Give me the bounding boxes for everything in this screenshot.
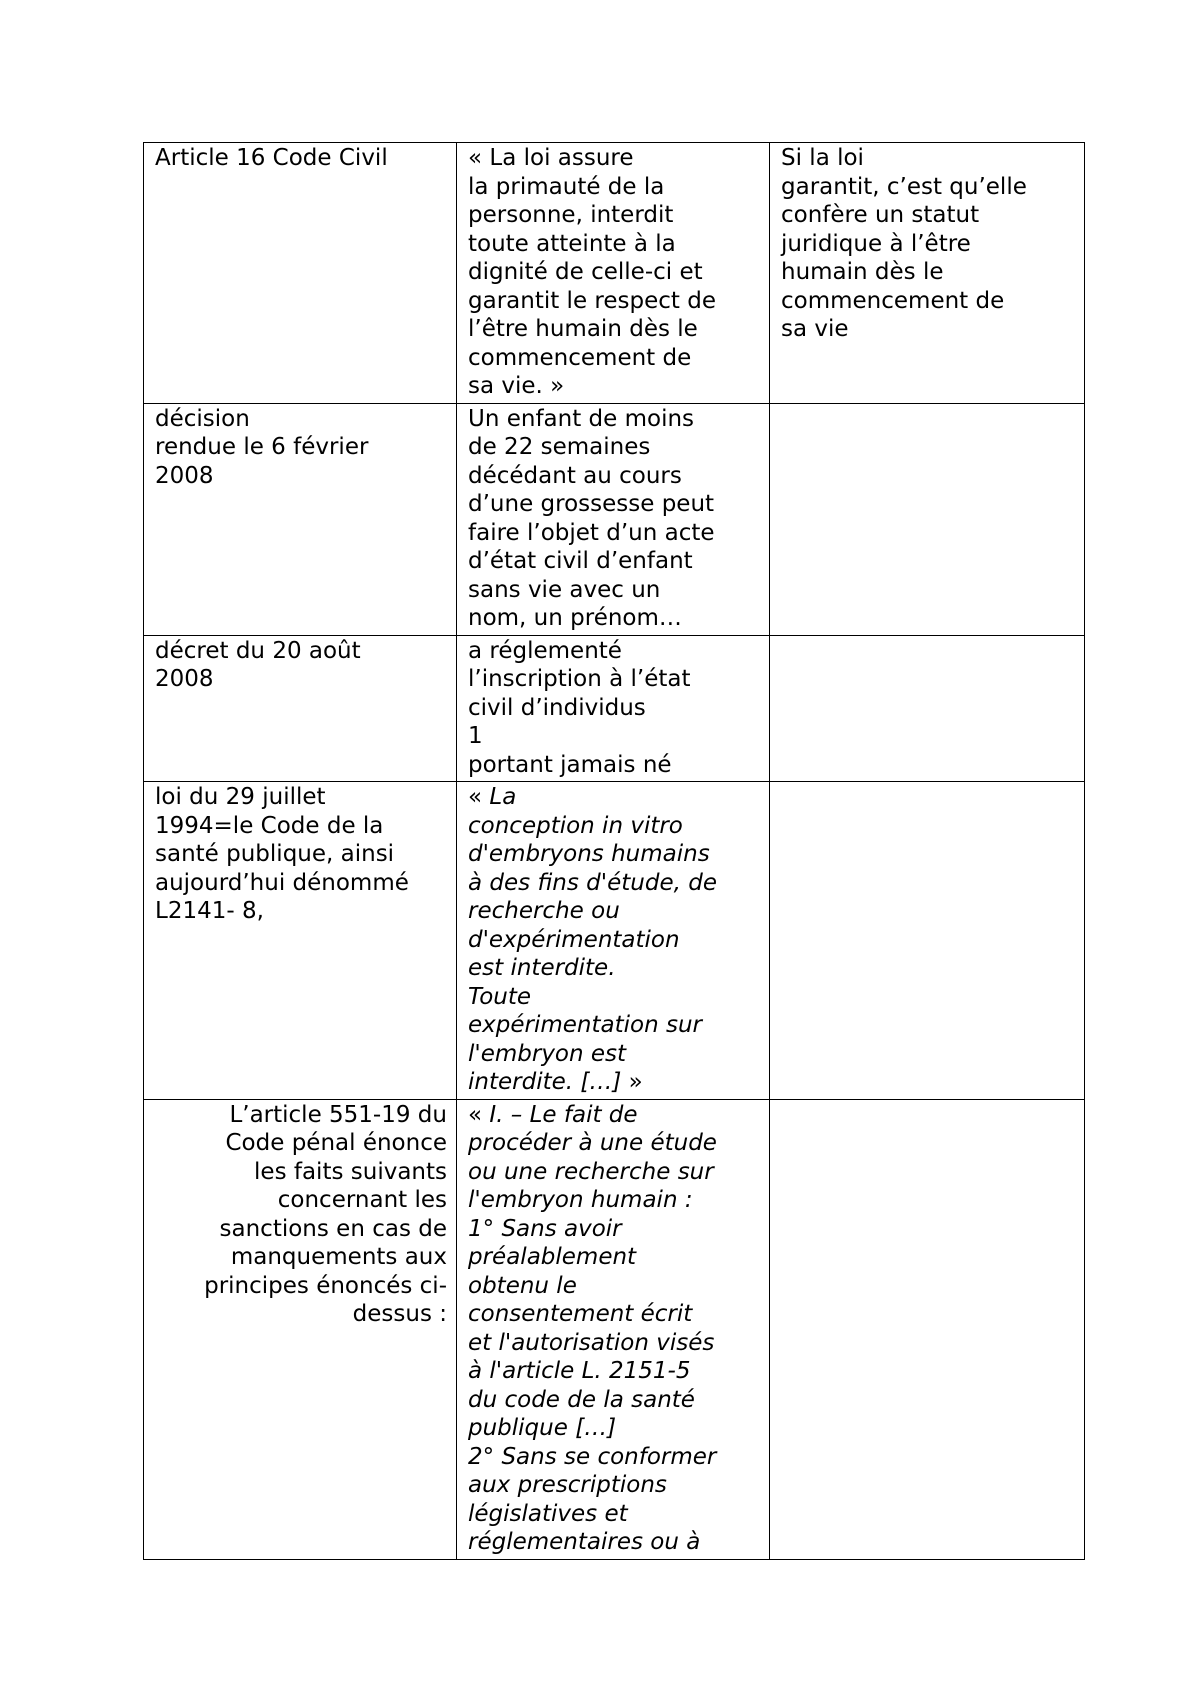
legal-references-table [143,142,1085,1560]
table-cell-source: L’article 551-19 du Code pénal énonce les faits suivants concernant les sanctions en cas de manquements aux principes énoncés ci- dessus : [144,1099,457,1559]
table-cell-comment: Si la loi garantit, c’est qu’elle confère un statut juridique à l’être humain dès le commencement de sa vie [770,143,1085,404]
table-cell-comment-empty [770,635,1085,782]
table-cell-source: décret du 20 août 2008 [144,635,457,782]
table-row [144,403,1085,635]
table-cell-text: a réglementé l’inscription à l’état civil d’individus 1 portant jamais né [457,635,770,782]
table-cell-comment-empty [770,782,1085,1100]
table-cell-source: Article 16 Code Civil [144,143,457,404]
table-row [144,143,1085,404]
table-cell-text: « La conception in vitro d'embryons humains à des fins d'étude, de recherche ou d'expérimentation est interdite. Toute expérimentation sur l'embryon est interdite. […] » [457,782,770,1100]
table-cell-source: décision rendue le 6 février 2008 [144,403,457,635]
table-cell-source: loi du 29 juillet 1994=le Code de la santé publique, ainsi aujourd’hui dénommé L2141- 8, [144,782,457,1100]
table-row [144,1099,1085,1559]
table-cell-text: « I. – Le fait de procéder à une étude ou une recherche sur l'embryon humain : 1° Sans avoir préalablement obtenu le consentement écrit et l'autorisation visés à l'article L. 2151-5 du code de la santé publique […] 2° Sans se conformer aux prescriptions législatives et réglementaires ou à [457,1099,770,1559]
table-cell-text: Un enfant de moins de 22 semaines décédant au cours d’une grossesse peut faire l’objet d’un acte d’état civil d’enfant sans vie avec un nom, un prénom… [457,403,770,635]
table-row [144,635,1085,782]
table-row [144,782,1085,1100]
table-cell-text: « La loi assure la primauté de la personne, interdit toute atteinte à la dignité de celle-ci et garantit le respect de l’être humain dès le commencement de sa vie. » [457,143,770,404]
table-cell-comment-empty [770,1099,1085,1559]
table-cell-comment-empty [770,403,1085,635]
